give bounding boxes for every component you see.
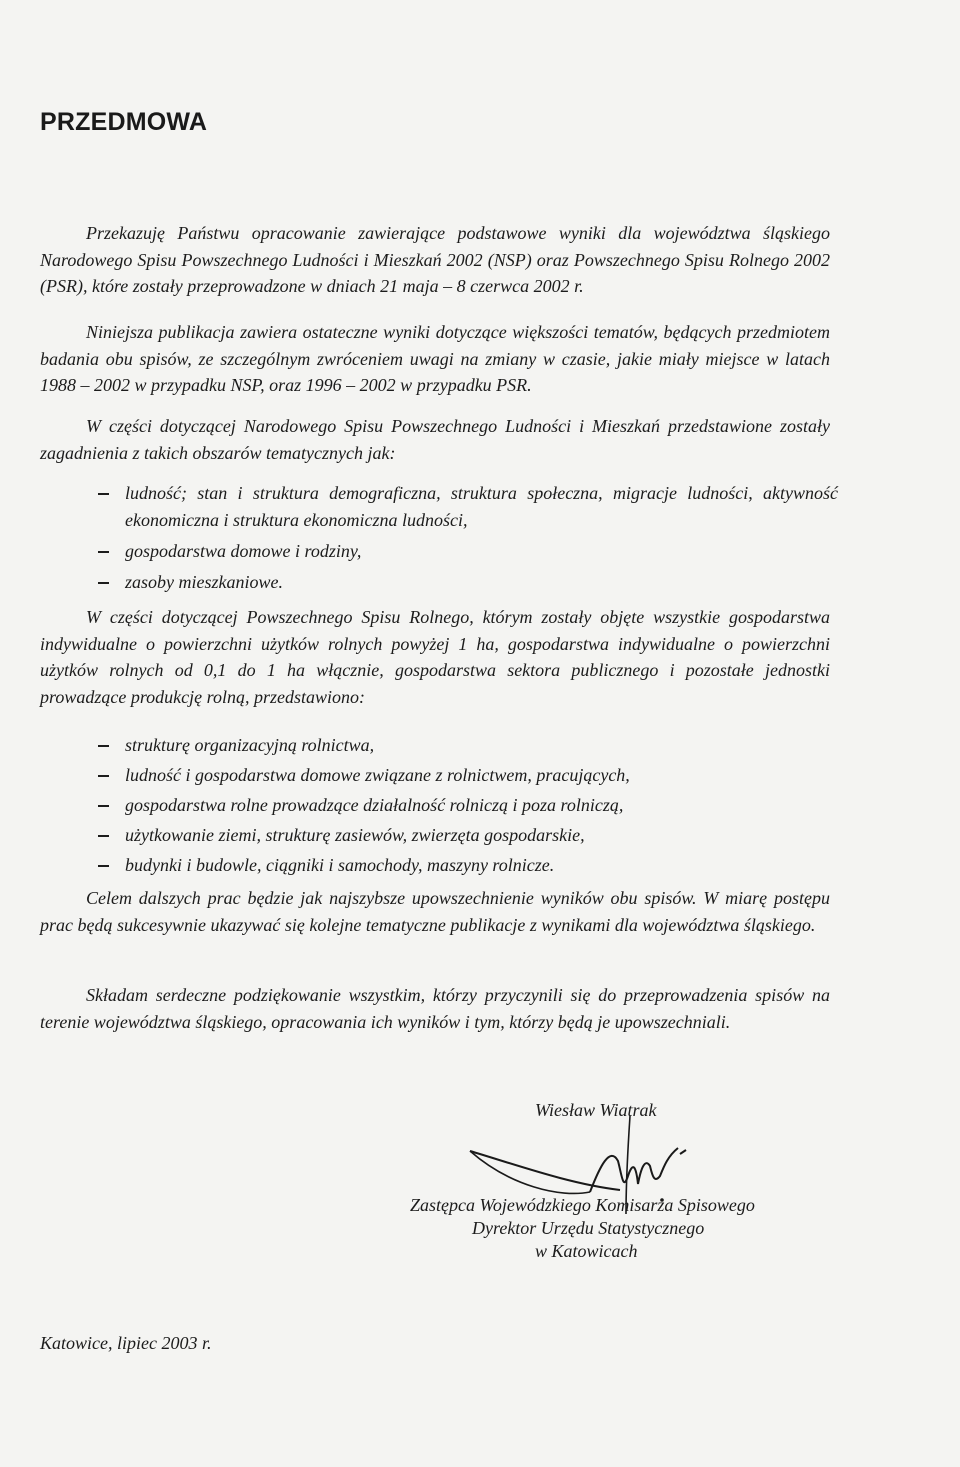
list-item: ludność i gospodarstwa domowe związane z rolnictwem, pracujących, (98, 762, 838, 789)
dash-bullet (98, 805, 109, 807)
dash-bullet (98, 582, 109, 584)
paragraph-intro: Przekazuję Państwu opracowanie zawierające podstawowe wyniki dla województwa śląskiego Narodowego Spisu Powszechnego Ludności i Mieszkań 2002 (NSP) oraz Powszechnego Spisu Rolnego 2002 (PSR), które zostały przeprowadzone w dniach 21 maja – 8 czerwca 2002 r. (40, 223, 830, 296)
signatory-title-3: w Katowicach (535, 1241, 638, 1261)
dash-bullet (98, 551, 109, 553)
paragraph-thanks: Składam serdeczne podziękowanie wszystkim, którzy przyczynili się do przeprowadzenia spisów na terenie województwa śląskiego, opracowania ich wyników i tym, którzy będą je upowszechniali. (40, 985, 830, 1032)
dash-bullet (98, 865, 109, 867)
list-item: gospodarstwa domowe i rodziny, (98, 538, 838, 565)
paragraph-psr-intro: W części dotyczącej Powszechnego Spisu Rolnego, którym zostały objęte wszystkie gospodarstwa indywidualne o powierzchni użytków rolnych powyżej 1 ha, gospodarstwa indywidualne o powierzchni użytków rolnych od 0,1 do 1 ha włącznie, gospodarstwa sektora publicznego i pozostałe jednostki prowadzące produkcję rolną, przedstawiono: (40, 607, 830, 707)
signatory-title-1: Zastępca Wojewódzkiego Komisarza Spisowego (410, 1195, 755, 1215)
list-item: ludność; stan i struktura demograficzna, struktura społeczna, migracje ludności, aktywność ekonomiczna i struktura ekonomiczna ludności, (98, 480, 838, 534)
dash-bullet (98, 775, 109, 777)
signatory-name: Wiesław Wiatrak (535, 1100, 657, 1120)
place-and-date: Katowice, lipiec 2003 r. (40, 1333, 212, 1353)
list-item: użytkowanie ziemi, strukturę zasiewów, zwierzęta gospodarskie, (98, 822, 838, 849)
signature-block (400, 1100, 800, 1270)
psr-topic-list (98, 732, 838, 882)
list-item: strukturę organizacyjną rolnictwa, (98, 732, 838, 759)
list-item: gospodarstwa rolne prowadzące działalność rolniczą i poza rolniczą, (98, 792, 838, 819)
paragraph-scope: Niniejsza publikacja zawiera ostateczne wyniki dotyczące większości tematów, będących przedmiotem badania obu spisów, ze szczególnym zwróceniem uwagi na zmiany w czasie, jakie miały miejsce w latach 1988 – 2002 w przypadku NSP, oraz 1996 – 2002 w przypadku PSR. (40, 322, 830, 395)
nsp-topic-list (98, 480, 838, 600)
page-title: PRZEDMOWA (40, 108, 208, 136)
dash-bullet (98, 745, 109, 747)
dash-bullet (98, 835, 109, 837)
paragraph-nsp-intro: W części dotyczącej Narodowego Spisu Powszechnego Ludności i Mieszkań przedstawione zostały zagadnienia z takich obszarów tematycznych jak: (40, 416, 830, 463)
list-item: budynki i budowle, ciągniki i samochody, maszyny rolnicze. (98, 852, 838, 879)
list-item: zasoby mieszkaniowe. (98, 569, 838, 596)
paragraph-future-work: Celem dalszych prac będzie jak najszybsze upowszechnienie wyników obu spisów. W miarę postępu prac będą sukcesywnie ukazywać się kolejne tematyczne publikacje z wynikami dla województwa śląskiego. (40, 888, 830, 935)
signatory-title-2: Dyrektor Urzędu Statystycznego (472, 1218, 705, 1238)
dash-bullet (98, 493, 109, 495)
